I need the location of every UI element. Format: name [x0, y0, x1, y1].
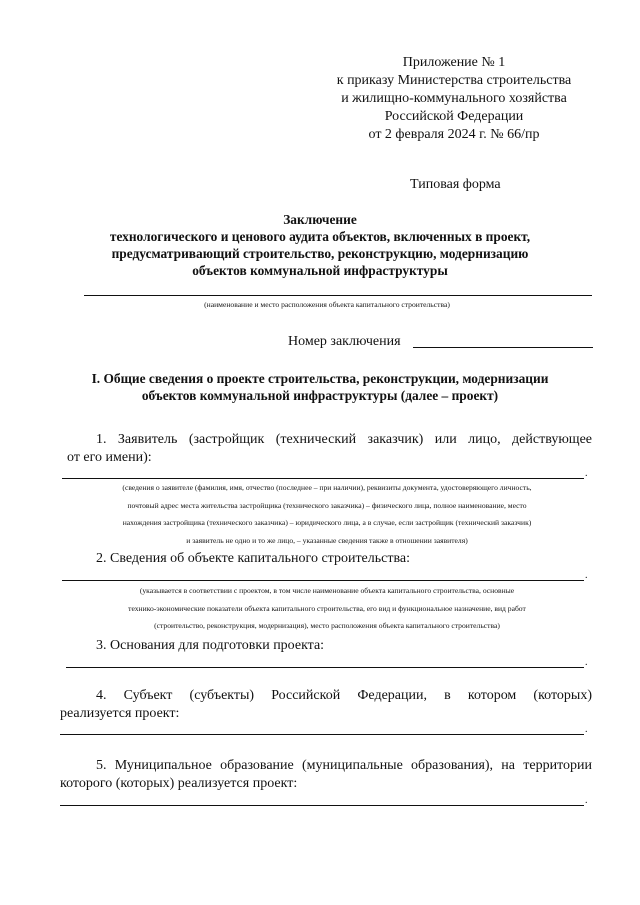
appendix-line: Приложение № 1 [402, 55, 506, 70]
appendix-line: Российской Федерации [384, 109, 524, 124]
section-1-heading [60, 370, 580, 404]
object-info-field-line[interactable] [62, 580, 584, 581]
item-5-text-line1: 5. Муниципальное образование (муниципальные образования), на территории [96, 758, 592, 773]
hint-line: технико-экономические показатели объекта капитального строительства, его вид и функциональное назначение, вид работ [128, 603, 526, 613]
object-name-field-line[interactable] [84, 295, 592, 296]
municipality-field-line[interactable] [60, 805, 584, 806]
section-heading-line: объектов коммунальной инфраструктуры (далее – проект) [141, 388, 499, 403]
field-period: . [585, 795, 588, 806]
item-2-text: 2. Сведения об объекте капитального строительства: [96, 551, 411, 566]
hint-line: и заявитель не одно и то же лицо, – указанные сведения также в отношении заявителя) [186, 535, 468, 545]
object-info-hints [62, 586, 592, 639]
conclusion-number-field-line[interactable] [413, 347, 593, 348]
section-heading-line: I. Общие сведения о проекте строительства, реконструкции, модернизации [91, 371, 549, 386]
item-1-text-line2: от его имени): [67, 450, 152, 465]
field-period: . [585, 468, 588, 479]
applicant-field-line[interactable] [62, 478, 584, 479]
applicant-hints [62, 483, 592, 553]
document-title [60, 211, 580, 279]
form-type-label: Типовая форма [410, 177, 501, 192]
field-period: . [585, 724, 588, 735]
title-line: объектов коммунальной инфраструктуры [192, 263, 448, 278]
hint-line: (строительство, реконструкция, модернизация), место расположения объекта капитального строительства) [154, 621, 500, 631]
object-name-caption: (наименование и место расположения объекта капитального строительства) [204, 300, 450, 309]
item-4-text-line2: реализуется проект: [60, 706, 180, 721]
conclusion-number-label: Номер заключения [288, 334, 401, 349]
basis-field-line[interactable] [66, 667, 584, 668]
hint-line: (указывается в соответствии с проектом, в том числе наименование объекта капитального строительства, основные [139, 586, 515, 595]
item-4-text-line1: 4. Субъект (субъекты) Российской Федерации, в котором (которых) [96, 688, 592, 703]
field-period: . [585, 657, 588, 668]
item-3-text: 3. Основания для подготовки проекта: [96, 638, 325, 653]
item-5-text-line2: которого (которых) реализуется проект: [60, 776, 298, 791]
appendix-line: от 2 февраля 2024 г. № 66/пр [368, 127, 540, 142]
hint-line: нахождения застройщика (технического заказчика) – юридического лица, а в случае, если застройщик (технический заказчик) [122, 518, 532, 528]
hint-line: почтовый адрес места жительства застройщика (технического заказчика) – физического лица, полное наименование, место [127, 500, 527, 510]
appendix-line: и жилищно-коммунального хозяйства [341, 91, 567, 106]
title-line: технологического и ценового аудита объектов, включенных в проект, [109, 229, 531, 244]
appendix-header [318, 54, 590, 144]
title-line: предусматривающий строительство, реконструкцию, модернизацию [111, 246, 529, 261]
region-field-line[interactable] [60, 734, 584, 735]
hint-line: (сведения о заявителе (фамилия, имя, отчество (последнее – при наличии), реквизиты документа, удостоверяющего личность, [122, 483, 532, 492]
item-1-text-line1: 1. Заявитель (застройщик (технический заказчик) или лицо, действующее [96, 432, 592, 447]
appendix-line: к приказу Министерства строительства [336, 73, 572, 88]
field-period: . [585, 570, 588, 581]
title-line: Заключение [283, 212, 357, 227]
